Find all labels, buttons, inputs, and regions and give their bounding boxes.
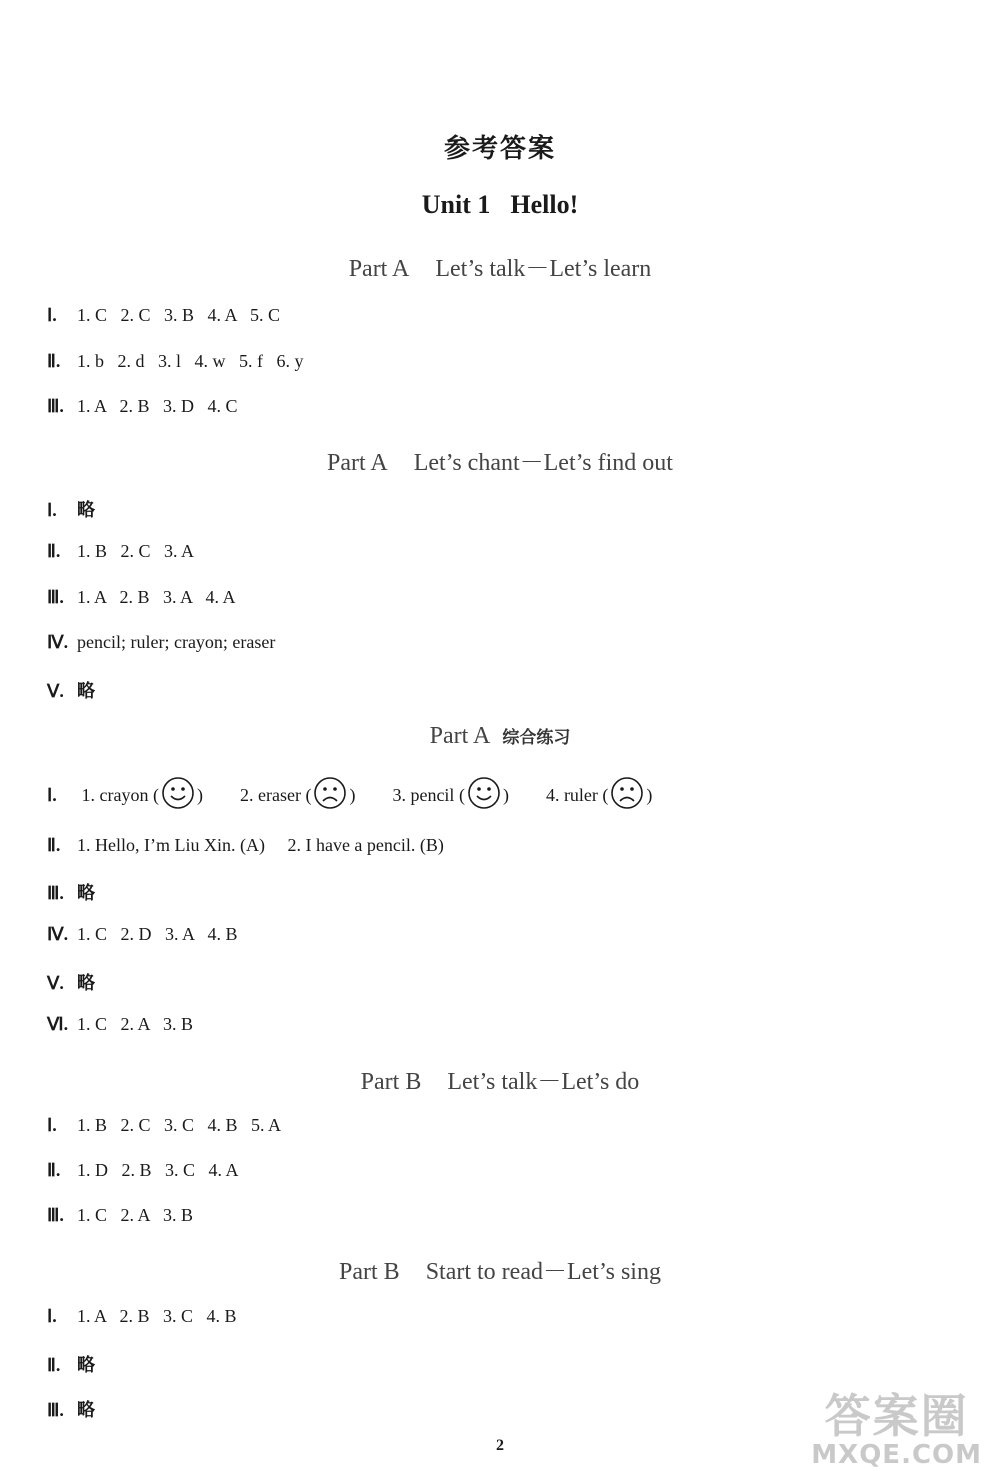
answer-line — [47, 541, 194, 562]
section-name: 综合练习 — [502, 728, 571, 748]
answer-text: 略 — [77, 1400, 95, 1421]
question-number: Ⅱ. — [47, 351, 61, 371]
answer-text: 2. eraser — [239, 785, 301, 806]
watermark-line1: 答案圈 — [824, 1389, 969, 1443]
answer-line — [47, 351, 304, 372]
answer-line — [47, 1306, 237, 1327]
smile-face-icon — [467, 776, 501, 810]
question-number: Ⅲ. — [47, 883, 64, 903]
answer-text: 略 — [77, 883, 95, 904]
section-part: Part B — [360, 1069, 422, 1095]
question-number: Ⅳ. — [47, 924, 69, 944]
answer-line — [47, 632, 275, 653]
answer-text: 略 — [77, 681, 95, 702]
question-number: Ⅰ. — [47, 1306, 57, 1326]
section-part: Part A — [348, 256, 410, 282]
unit-heading — [0, 190, 1000, 220]
answer-line — [47, 1205, 193, 1226]
page-number: 2 — [496, 1437, 504, 1454]
smile-face-icon — [161, 776, 195, 810]
section-part: Part A — [429, 723, 491, 749]
section-part: Part B — [339, 1259, 400, 1285]
answer-text: 1. A 2. B 3. A 4. A — [77, 587, 236, 607]
answer-line — [47, 1014, 193, 1035]
answer-text: 1. Hello, I’m Liu Xin. (A) 2. I have a pencil. (B) — [77, 835, 444, 855]
question-number: Ⅱ. — [47, 835, 61, 855]
question-number: Ⅲ. — [47, 1400, 64, 1420]
answer-line — [47, 835, 444, 856]
answer-text: 1. D 2. B 3. C 4. A — [77, 1160, 239, 1180]
answer-text: 1. b 2. d 3. l 4. w 5. f 6. y — [77, 351, 304, 371]
answer-line — [47, 879, 95, 905]
answer-line — [47, 924, 238, 945]
question-number: Ⅲ. — [47, 587, 64, 607]
question-number: Ⅳ. — [47, 632, 69, 652]
answer-text: 1. B 2. C 3. A — [77, 541, 195, 561]
answer-text: 略 — [77, 500, 95, 521]
answer-text: 1. C 2. A 3. B — [77, 1014, 194, 1034]
section-heading — [0, 1061, 1000, 1096]
answer-text: 1. A 2. B 3. D 4. C — [77, 396, 238, 416]
answer-text: 略 — [77, 1355, 95, 1376]
section-name: Let’s talk－Let’s do — [447, 1069, 640, 1095]
unit-label: Unit 1 — [421, 190, 491, 219]
watermark-logo — [811, 1380, 982, 1470]
question-number: Ⅱ. — [47, 1160, 61, 1180]
section-heading — [0, 248, 1000, 283]
section-heading — [0, 723, 1000, 750]
answer-text: 1. A 2. B 3. C 4. B — [77, 1306, 237, 1326]
answer-text: 1. C 2. D 3. A 4. B — [77, 924, 238, 944]
question-number: Ⅱ. — [47, 1355, 61, 1375]
answer-line — [47, 1396, 95, 1422]
answer-text: 1. B 2. C 3. C 4. B 5. A — [77, 1115, 282, 1135]
answer-text: pencil; ruler; crayon; eraser — [77, 632, 276, 652]
question-number: Ⅰ. — [47, 305, 57, 325]
answer-line — [47, 1351, 95, 1377]
section-heading — [0, 1251, 1000, 1286]
question-number: Ⅱ. — [47, 541, 61, 561]
section-name: Let’s talk－Let’s learn — [435, 256, 652, 282]
answer-text: 1. crayon — [81, 785, 149, 806]
question-number: Ⅴ. — [47, 973, 64, 993]
question-number: Ⅴ. — [47, 681, 64, 701]
section-name: Start to read－Let’s sing — [425, 1259, 661, 1285]
face-item: 1. crayon ( ) — [82, 785, 203, 805]
answer-text: 1. C 2. A 3. B — [77, 1205, 194, 1225]
answer-line — [47, 587, 236, 608]
answer-text: 1. C 2. C 3. B 4. A 5. C — [77, 305, 281, 325]
face-item: 2. eraser ( ) — [240, 785, 355, 805]
question-number: Ⅰ. — [47, 500, 57, 520]
sad-face-icon — [610, 776, 644, 810]
question-number: Ⅲ. — [47, 396, 64, 416]
answer-text: 4. ruler — [545, 785, 598, 806]
unit-name: Hello! — [510, 190, 579, 219]
question-number: Ⅰ. — [47, 785, 57, 806]
answer-text: 略 — [77, 973, 95, 994]
section-part: Part A — [327, 450, 388, 476]
answer-line — [47, 969, 95, 995]
answer-line — [47, 1160, 239, 1181]
page-title: 参考答案 — [443, 134, 556, 164]
face-item: 3. pencil ( ) — [392, 785, 508, 805]
question-number: Ⅲ. — [47, 1205, 64, 1225]
section-name: Let’s chant－Let’s find out — [413, 450, 673, 476]
answer-line — [47, 677, 95, 703]
face-item: 4. ruler ( ) — [546, 785, 652, 805]
answer-line — [47, 305, 280, 326]
question-number: Ⅵ. — [47, 1014, 69, 1034]
answer-line — [47, 1115, 281, 1136]
answer-text: 3. pencil — [392, 785, 455, 806]
sad-face-icon — [313, 776, 347, 810]
answer-line — [47, 784, 652, 810]
answer-line — [47, 396, 238, 417]
section-heading — [0, 442, 1000, 477]
watermark-line2: MXQE.COM — [811, 1440, 982, 1470]
answer-line — [47, 496, 95, 522]
question-number: Ⅰ. — [47, 1115, 57, 1135]
